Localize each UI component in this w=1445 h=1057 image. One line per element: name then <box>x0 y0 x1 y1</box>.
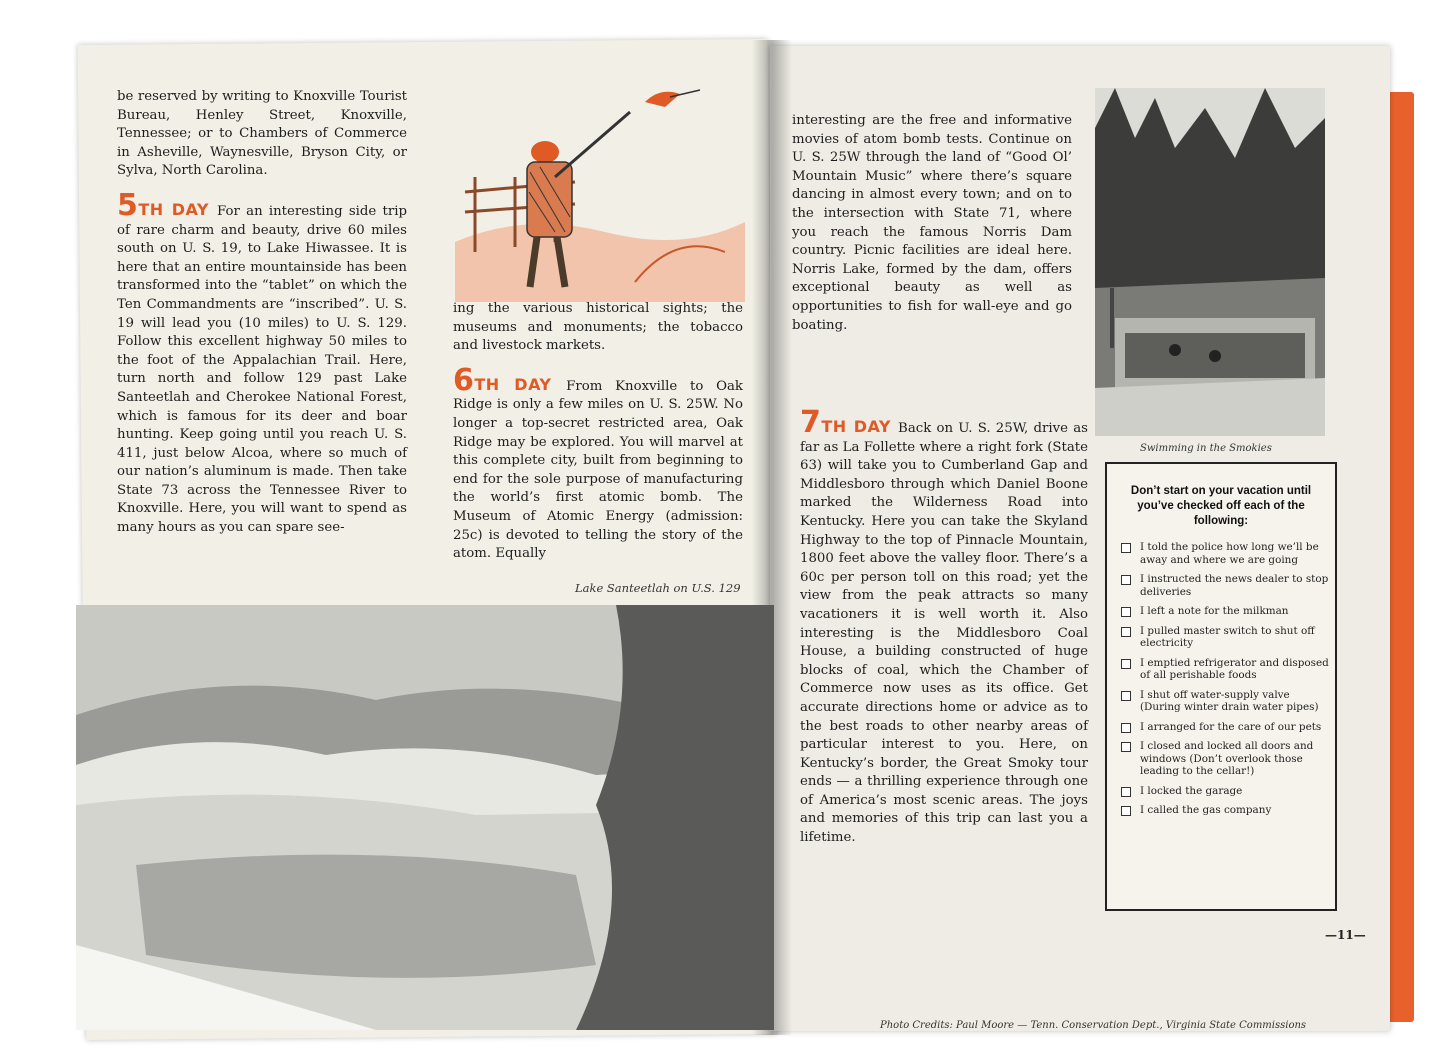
day6-text: From Knoxville to Oak Ridge is only a few miles on U. S. 25W. No longer a top-secret restricted area, Oak Ridge may be explored. You will marvel at this complete city, built from beginning to end for the sole purpose of manufacturing the world’s first atomic bomb. The Museum of Atomic Energy (admission: 25c) is devoted to telling the story of the atom. Equally <box>453 378 743 562</box>
day7-text: Back on U. S. 25W, drive as far as La Follette where a right fork (State 63) will take you to Cumberland Gap and Middlesboro through which Daniel Boone marked the Wilderness Road into Kentucky. Here you can take the Skyland Highway to the top of Pinnacle Mountain, 1800 feet above the valley floor. There’s a 60c per person toll on this road; yet the view from the peak attracts so many vacationers it is well worth it. Also interesting is the Middlesboro Coal House, a building constructed of huge blocks of coal, which the Chamber of Commerce now uses as its office. Get accurate directions home or advice as to the best roads to other nearby areas of particular interest to you. Here, on Kentucky’s border, the Great Smoky tour ends — a thrilling experience through one of America’s most scenic areas. The joys and memories of this trip can last you a lifetime. <box>800 421 1088 846</box>
intro-paragraph: be reserved by writing to Knoxville Tourist Bureau, Henley Street, Knoxville, Tennessee; or to Chambers of Commerce in Asheville, Waynesville, Bryson City, or Sylva, North Carolina. <box>117 89 407 179</box>
checklist-item: I left a note for the milkman <box>1121 605 1329 618</box>
checkbox[interactable] <box>1121 691 1131 701</box>
day7-heading: 7TH DAY <box>800 405 899 440</box>
checkbox[interactable] <box>1121 723 1131 733</box>
lake-santeetlah-photo <box>76 605 774 1030</box>
checkbox[interactable] <box>1121 543 1131 553</box>
checkbox[interactable] <box>1121 607 1131 617</box>
checkbox[interactable] <box>1121 742 1131 752</box>
day5-text: For an interesting side trip of rare charm and beauty, drive 60 miles south on U. S. 19, to Lake Hiwassee. It is here that an entire mountainside has been transformed into the “tablet” on which the Ten Commandments are “inscribed”. U. S. 19 will lead you (10 miles) to U. S. 129. Follow this excellent highway 50 miles to the foot of the Appalachian Trail. Here, turn north and follow 129 past Lake Santeetlah and Cherokee National Forest, which is famous for its deer and boar hunting. Keep going until you reach U. S. 411, just below Alcoa, where so much of our nation’s aluminum is made. Then take State 73 across the Tennessee River to Knoxville. Here, you will want to spend as many hours as you can spare see- <box>117 203 407 536</box>
checkbox[interactable] <box>1121 659 1131 669</box>
col2-intro: ing the various historical sights; the museums and monuments; the tobacco and livestock markets. <box>453 301 743 354</box>
swimming-photo-caption: Swimming in the Smokies <box>1140 443 1272 454</box>
checklist-title: Don’t start on your vacation until you’ve checked off each of the following: <box>1130 485 1312 527</box>
photo-credits: Photo Credits: Paul Moore — Tenn. Conservation Dept., Virginia State Commissions <box>880 1020 1307 1031</box>
checkbox[interactable] <box>1121 806 1131 816</box>
lake-photo-caption: Lake Santeetlah on U.S. 129 <box>575 581 741 595</box>
day7-section <box>800 405 1088 848</box>
checklist-item: I emptied refrigerator and disposed of all perishable foods <box>1121 657 1329 682</box>
checklist-item: I shut off water-supply valve (During winter drain water pipes) <box>1121 689 1329 714</box>
day5-section <box>117 187 407 538</box>
day6-section <box>453 362 743 564</box>
left-column-2 <box>453 300 743 564</box>
checklist-item: I closed and locked all doors and windows (Don’t overlook those leading to the cellar!) <box>1121 740 1329 778</box>
checklist-item: I told the police how long we’ll be away and where we are going <box>1121 541 1329 566</box>
day6-heading: 6TH DAY <box>453 362 567 398</box>
left-column-1 <box>117 88 407 538</box>
checkbox[interactable] <box>1121 627 1131 637</box>
checklist-item: I called the gas company <box>1121 804 1329 817</box>
hunter-illustration <box>445 82 745 302</box>
checkbox[interactable] <box>1121 575 1131 585</box>
page-number: —11— <box>1325 928 1366 942</box>
day5-heading: 5TH DAY <box>117 187 218 223</box>
checklist-item: I instructed the news dealer to stop deliveries <box>1121 573 1329 598</box>
right-column-intro: interesting are the free and informative movies of atom bomb tests. Continue on U. S. 25W through the land of “Good Ol’ Mountain Music” where there’s square dancing in almost every town; and on to the intersection with State 71, where you reach the famous Norris Dam country. Picnic facilities are ideal here. Norris Lake, formed by the dam, offers exceptional beauty as well as opportunities to fish for wall-eye and go boating. <box>792 113 1072 333</box>
checklist-item: I locked the garage <box>1121 785 1329 798</box>
checklist-item: I pulled master switch to shut off electricity <box>1121 625 1329 650</box>
checklist-item: I arranged for the care of our pets <box>1121 721 1329 734</box>
vacation-checklist <box>1105 462 1337 911</box>
swimming-photo <box>1095 88 1325 436</box>
checkbox[interactable] <box>1121 787 1131 797</box>
